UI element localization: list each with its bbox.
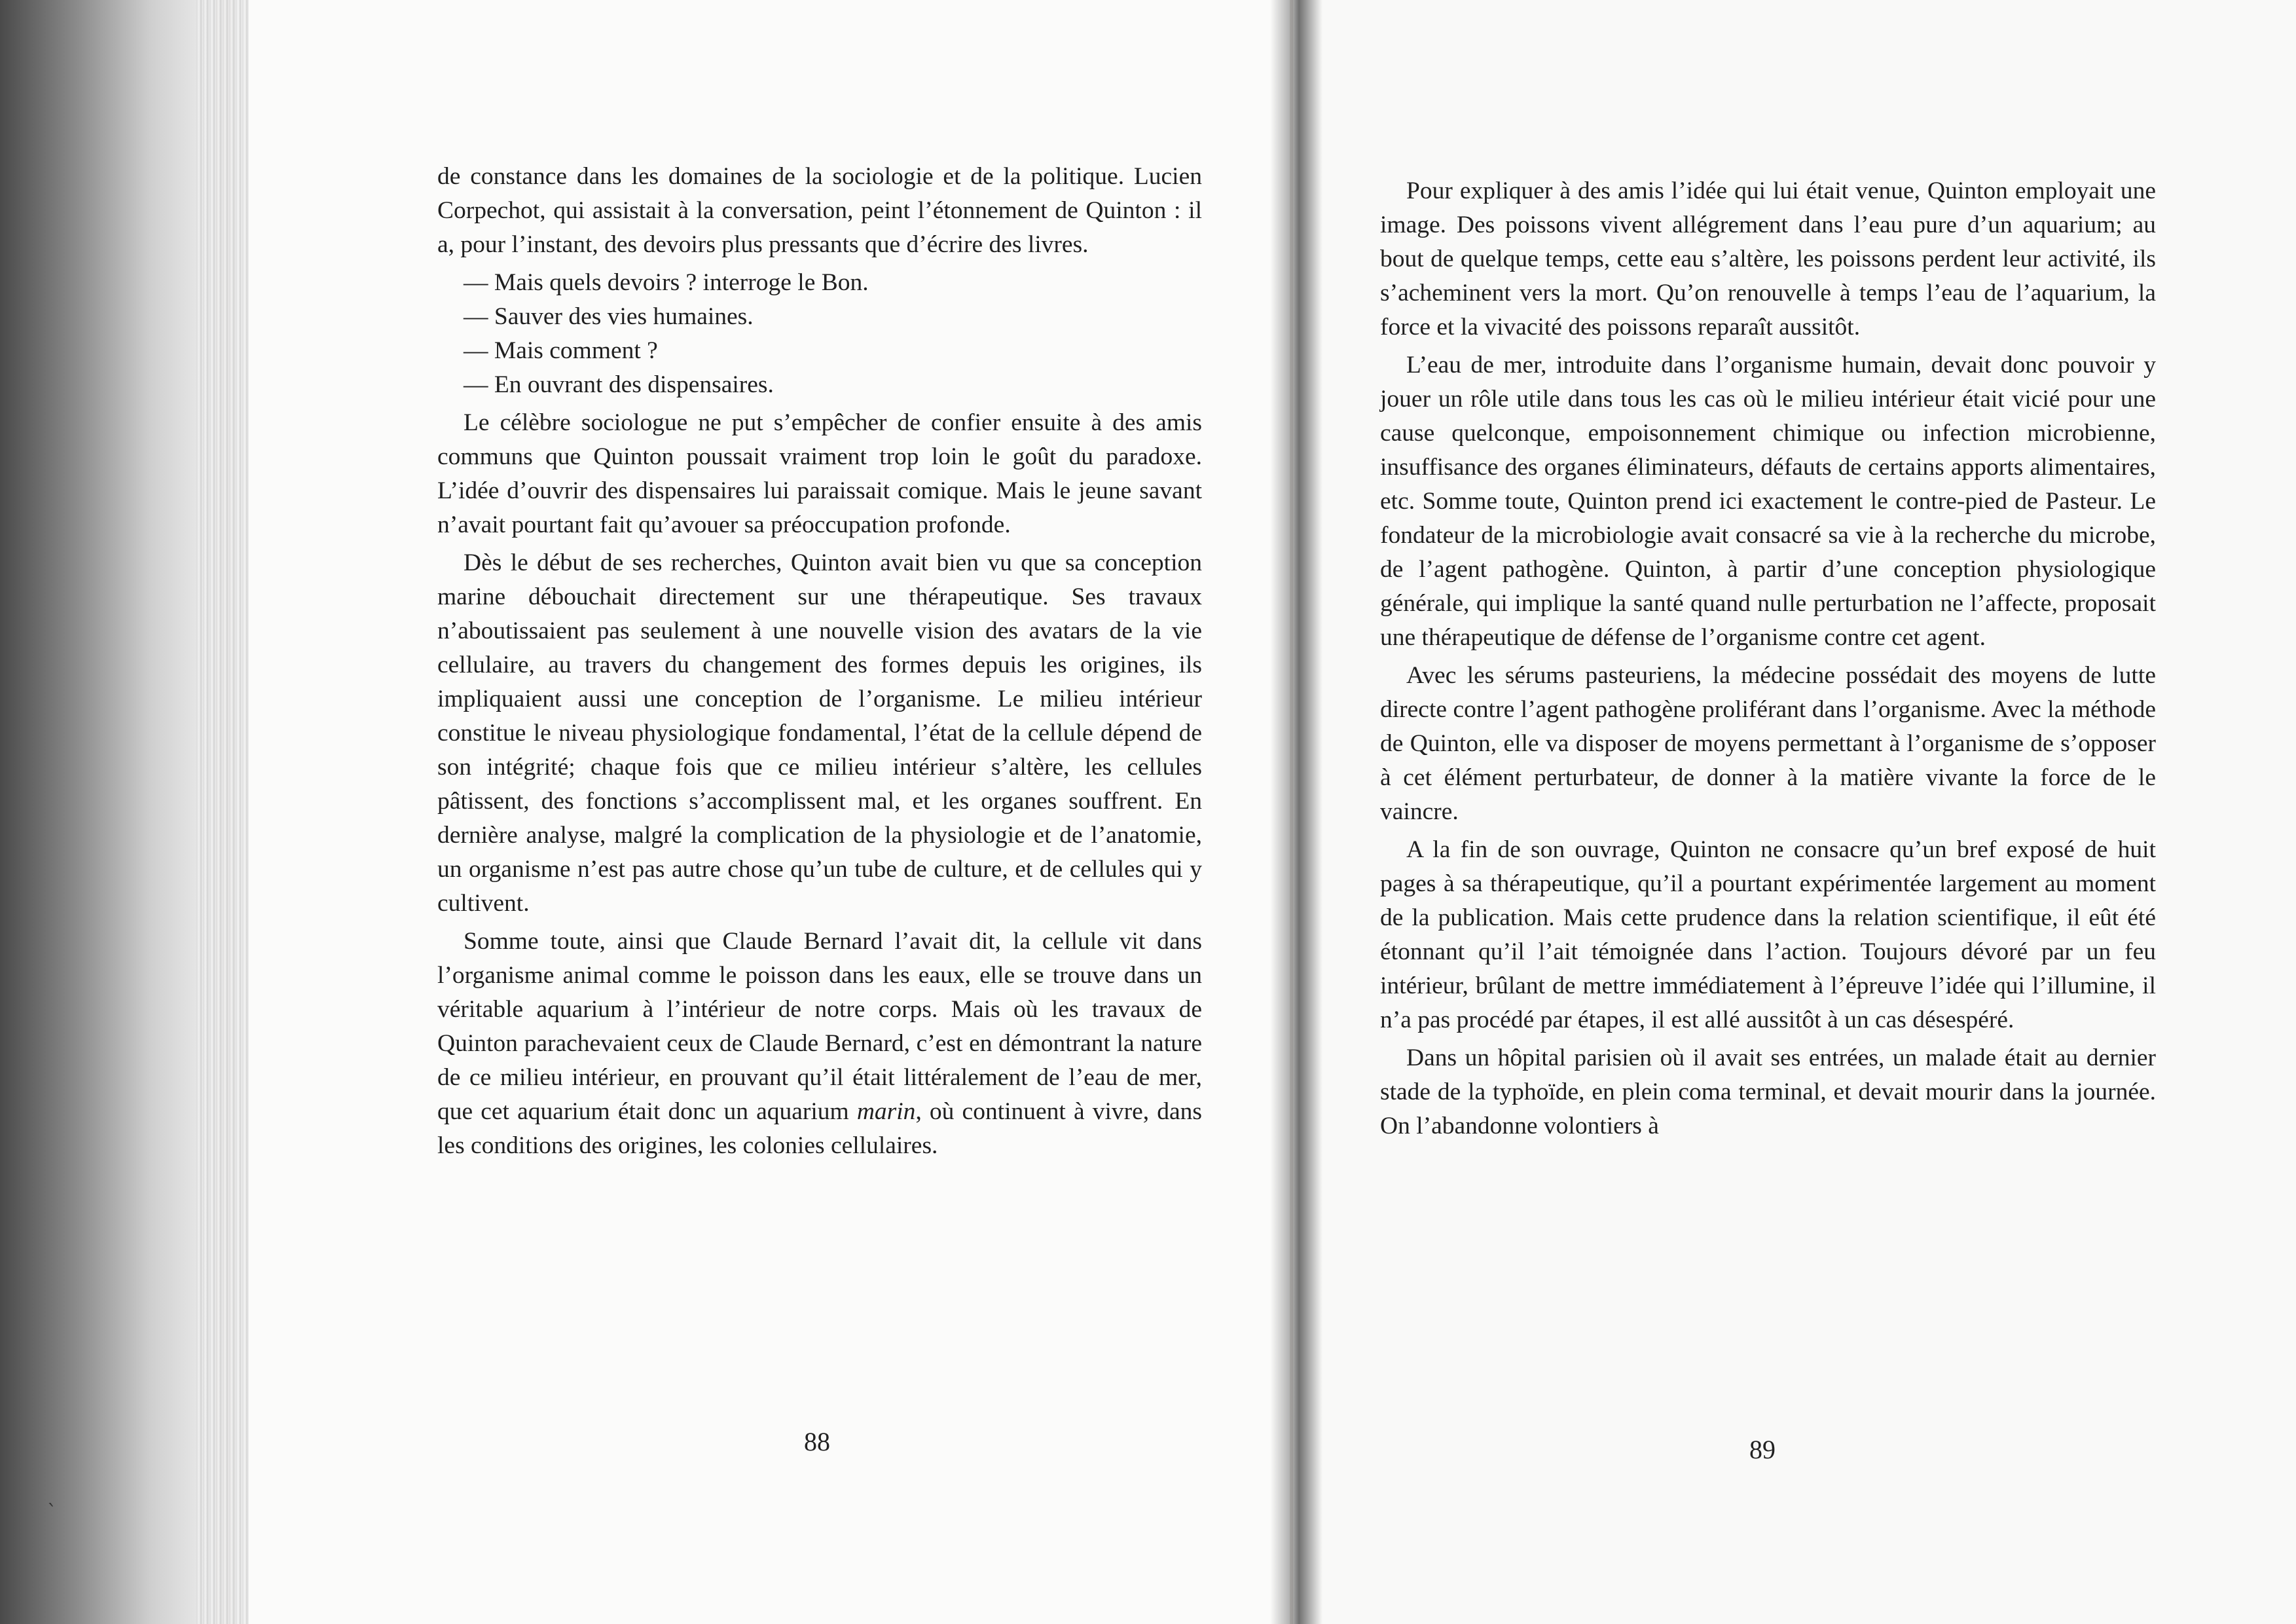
paragraph: Le célèbre sociologue ne put s’empêcher de confier ensuite à des amis communs que Quinton poussait vraiment trop loin le goût du paradoxe. L’idée d’ouvrir des dispensaires lui paraissait comique. Mais le jeune savant n’avait pourtant fait qu’avouer sa préoccupation profonde. (437, 409, 1202, 538)
left-page-text (437, 160, 1202, 1167)
text-run: , où continuent à vivre, dans les conditions des origines, les colonies cellulaires. (437, 1098, 1202, 1159)
paragraph: L’eau de mer, introduite dans l’organisme humain, devait donc pouvoir y jouer un rôle utile dans tous les cas où le milieu intérieur était vicié pour une cause quelconque, empoisonnement chimique ou infection microbienne, insuffisance des organes éliminateurs, défauts de certains apports alimentaires, etc. Somme toute, Quinton prend ici exactement le contre-pied de Pasteur. Le fondateur de la microbiologie avait consacré sa vie à la recherche du microbe, de l’agent pathogène. Quinton, à partir d’une conception physiologique générale, qui implique la santé quand nulle perturbation ne l’affecte, proposait une thérapeutique de défense de l’organisme contre cet agent. (1380, 352, 2156, 651)
italic-word: marin (856, 1098, 916, 1125)
paragraph: A la fin de son ouvrage, Quinton ne consacre qu’un bref exposé de huit pages à sa thérapeutique, qu’il a pourtant expérimentée largement au moment de la publication. Mais cette prudence dans la relation scientifique, il eût été étonnant qu’il l’ait témoignée dans l’action. Toujours dévoré par un feu intérieur, brûlant de mettre immédiatement à l’épreuve l’idée qui l’illumine, il n’a pas procédé par étapes, il est allé aussitôt à un cas désespéré. (1380, 836, 2156, 1033)
dialogue-line: — En ouvrant des dispensaires. (464, 371, 774, 398)
dialogue-line: — Sauver des vies humaines. (464, 303, 754, 330)
paragraph: Avec les sérums pasteuriens, la médecine possédait des moyens de lutte directe contre l’agent pathogène proliférant dans l’organisme. Avec la méthode de Quinton, elle va disposer de moyens permettant à l’organisme de s’opposer à cet élément perturbateur, de donner à la matière vivante la force de le vaincre. (1380, 662, 2156, 825)
paragraph: Dès le début de ses recherches, Quinton avait bien vu que sa conception marine débouchait directement sur une thérapeutique. Ses travaux n’aboutissaient pas seulement à une nouvelle vision des avatars de la vie cellulaire, au travers du changement des formes depuis les origines, ils impliquaient aussi une conception de l’organisme. Le milieu intérieur constitue le niveau physiologique fondamental, l’état de la cellule dépend de son intégrité; chaque fois que ce milieu intérieur s’altère, les cellules pâtissent, des fonctions s’accomplissent mal, et les organes souffrent. En dernière analyse, malgré la complication de la physiologie et de l’anatomie, un organisme n’est pas autre chose qu’un tube de culture, et de cellules qui y cultivent. (437, 549, 1202, 917)
paragraph: Dans un hôpital parisien où il avait ses entrées, un malade était au dernier stade de la typhoïde, en plein coma terminal, et devait mourir dans la journée. On l’abandonne volontiers à (1380, 1044, 2156, 1139)
page-number-left: 88 (804, 1427, 830, 1456)
page-stack-edges (196, 0, 249, 1624)
paragraph (437, 925, 1202, 1163)
paragraph: de constance dans les domaines de la sociologie et de la politique. Lucien Corpechot, qui assistait à la conversation, peint l’étonnement de Quinton : il a, pour l’instant, des devoirs plus pressants que d’écrire des livres. (437, 163, 1202, 258)
margin-mark: ` (47, 1501, 57, 1524)
right-page-text (1380, 174, 2156, 1147)
dialogue-line: — Mais quels devoirs ? interroge le Bon. (464, 269, 869, 296)
scan-dark-edge (0, 0, 216, 1624)
paragraph: Pour expliquer à des amis l’idée qui lui était venue, Quinton employait une image. Des poissons vivent allégrement dans l’eau pure d’un aquarium; au bout de quelque temps, cette eau s’altère, les poissons perdent leur activité, ils s’acheminent vers la mort. Qu’on renouvelle à temps l’eau de l’aquarium, la force et la vivacité des poissons reparaît aussitôt. (1380, 177, 2156, 341)
page-number-right: 89 (1749, 1435, 1776, 1464)
dialogue-line: — Mais comment ? (464, 337, 658, 364)
book-gutter (1270, 0, 1322, 1624)
text-run: Somme toute, ainsi que Claude Bernard l’avait dit, la cellule vit dans l’organisme animal comme le poisson dans les eaux, elle se trouve dans un véritable aquarium à l’intérieur de notre corps. Mais où les travaux de Quinton parachevaient ceux de Claude Bernard, c’est en démontrant la nature de ce milieu intérieur, en prouvant qu’il était littéralement de l’eau de mer, que cet aquarium était donc un aquarium (437, 928, 1202, 1125)
